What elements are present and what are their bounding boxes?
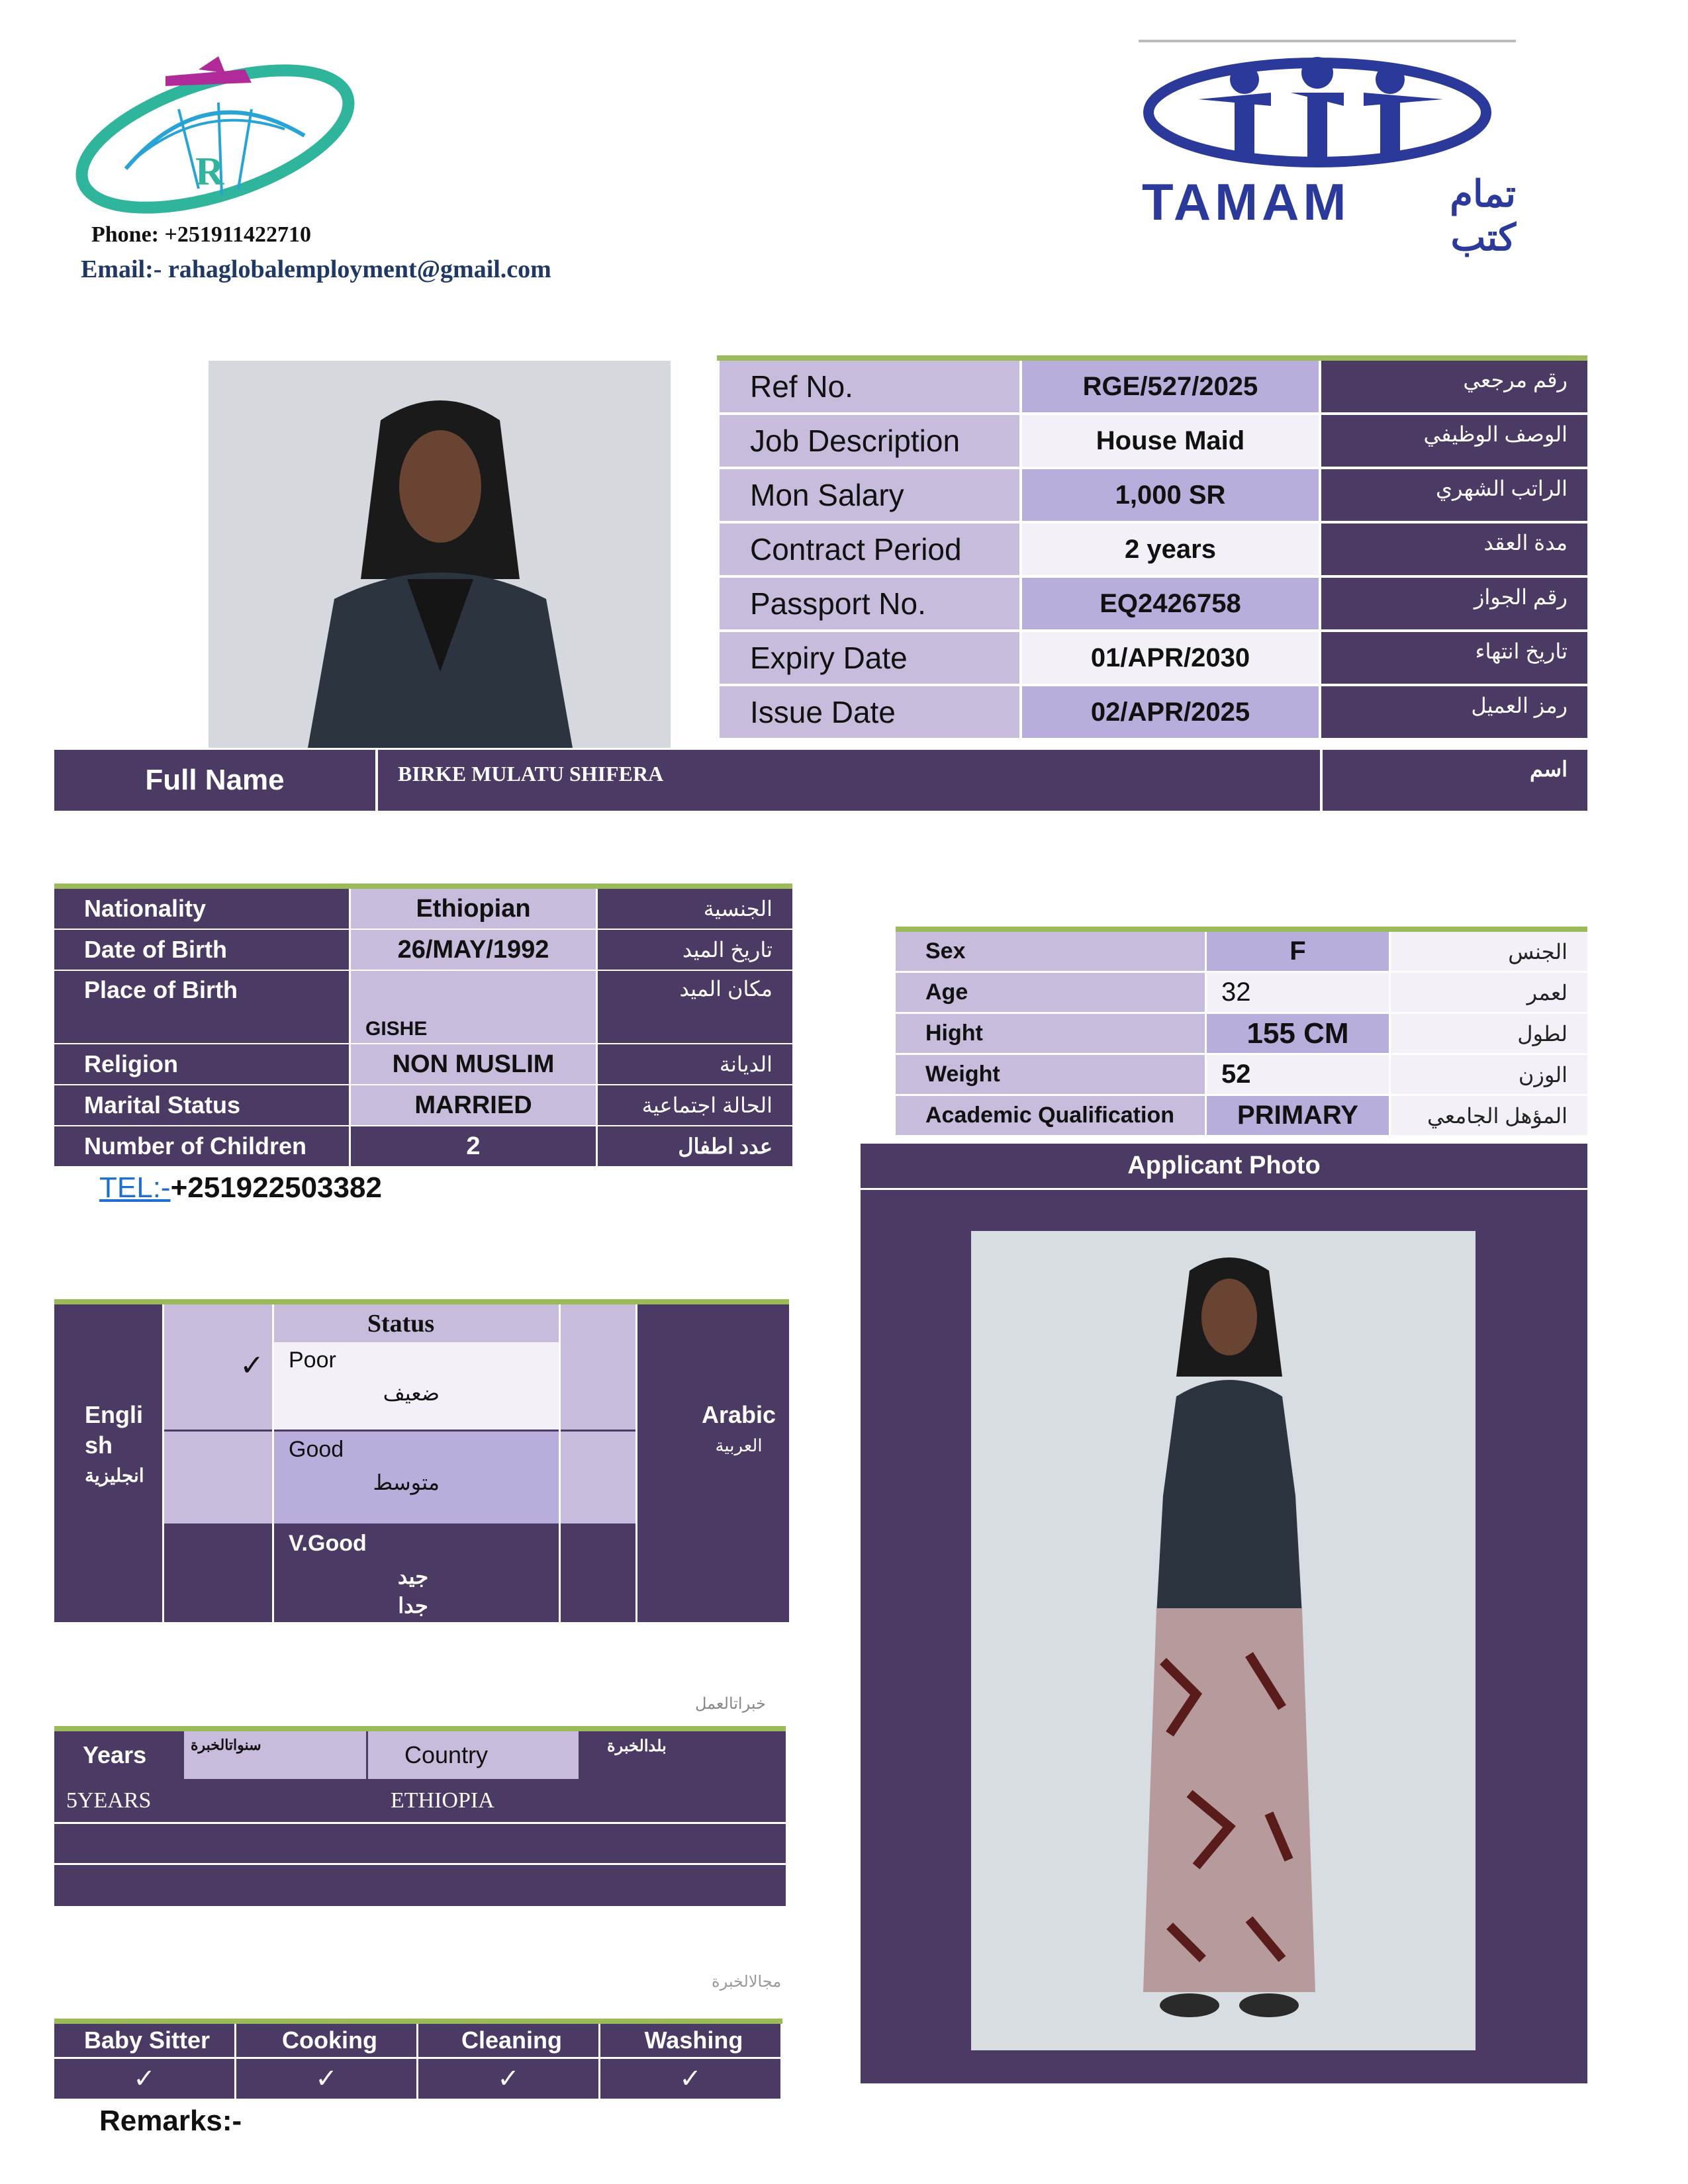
main-row-label: Expiry Date: [720, 632, 1019, 684]
applicant-photo-label: Applicant Photo: [861, 1144, 1587, 1190]
main-row-value: RGE/527/2025: [1022, 361, 1319, 412]
main-row-label: Issue Date: [720, 686, 1019, 738]
check-mark[interactable]: ✓: [164, 1342, 272, 1430]
physical-arabic: لطول: [1391, 1014, 1587, 1053]
physical-label: Hight: [896, 1014, 1205, 1053]
years-arabic: سنواتالخبرة: [184, 1731, 366, 1779]
logo-letter: R: [195, 150, 224, 193]
personal-value: MARRIED: [351, 1085, 596, 1125]
applicant-photo: [971, 1231, 1476, 2050]
personal-arabic: الديانة: [598, 1044, 792, 1084]
main-row-label: Contract Period: [720, 523, 1019, 575]
main-row-value: House Maid: [1022, 415, 1319, 467]
personal-value: Ethiopian: [351, 889, 596, 929]
arabic-arabic: العربية: [715, 1435, 763, 1455]
language-level-en: Good: [289, 1437, 344, 1462]
personal-label: Marital Status: [54, 1085, 349, 1125]
physical-arabic: لعمر: [1391, 973, 1587, 1012]
main-row-label: Job Description: [720, 415, 1019, 467]
country-label: Country: [368, 1731, 579, 1779]
skill-check[interactable]: ✓: [236, 2059, 416, 2099]
personal-arabic: الجنسية: [598, 889, 792, 929]
years-label: Years: [83, 1731, 182, 1779]
physical-value: PRIMARY: [1207, 1096, 1389, 1135]
language-level-ar: ضعيف: [383, 1381, 440, 1405]
main-row-arabic: الوصف الوظيفي: [1321, 415, 1587, 467]
physical-arabic: الجنس: [1391, 932, 1587, 971]
language-level-ar: متوسط: [373, 1471, 440, 1494]
full-name-label: Full Name: [54, 750, 375, 811]
arabic-label: [702, 1400, 776, 1461]
experience-country: ETHIOPIA: [391, 1781, 655, 1821]
physical-arabic: المؤهل الجامعي: [1391, 1096, 1587, 1135]
english-label-text: Engli sh: [85, 1401, 143, 1459]
experience-arabic: خبراتالعمل: [695, 1695, 766, 1713]
personal-arabic: تاريخ الميد: [598, 930, 792, 970]
country-arabic: بلدالخبرة: [581, 1731, 786, 1779]
physical-arabic: الوزن: [1391, 1055, 1587, 1094]
arabic-level-cell[interactable]: [561, 1525, 635, 1618]
main-row-label: Passport No.: [720, 578, 1019, 629]
personal-label: Place of Birth: [54, 971, 349, 1043]
language-level: [274, 1342, 559, 1430]
experience-years: 5YEARS: [66, 1781, 371, 1821]
main-row-arabic: الراتب الشهري: [1321, 469, 1587, 521]
language-level-en: V.Good: [289, 1531, 367, 1556]
skills-arabic: مجالالخبرة: [712, 1973, 782, 1991]
arabic-level-cell[interactable]: [561, 1342, 635, 1430]
personal-arabic: عدد اطفال: [598, 1126, 792, 1166]
personal-arabic: مكان الميد: [598, 971, 792, 1043]
physical-value: 52: [1207, 1055, 1389, 1094]
main-row-value: 1,000 SR: [1022, 469, 1319, 521]
skill-check[interactable]: ✓: [600, 2059, 780, 2099]
personal-value: NON MUSLIM: [351, 1044, 596, 1084]
skill-label: Cleaning: [418, 2024, 598, 2057]
english-arabic: انجليزية: [85, 1465, 144, 1486]
language-level-en: Poor: [289, 1347, 336, 1373]
remarks-label: Remarks:-: [99, 2105, 242, 2137]
check-cell[interactable]: [164, 1525, 272, 1618]
language-level: [274, 1525, 559, 1618]
physical-value: 32: [1207, 973, 1389, 1012]
skill-check[interactable]: ✓: [54, 2059, 234, 2099]
header-phone: Phone: +251911422710: [91, 222, 311, 247]
tamam-text: TAMAM: [1142, 173, 1350, 231]
personal-label: Date of Birth: [54, 930, 349, 970]
tel-line: [99, 1171, 382, 1205]
language-status-header: Status: [164, 1304, 637, 1342]
personal-label: Number of Children: [54, 1126, 349, 1166]
main-row-arabic: رمز العميل: [1321, 686, 1587, 738]
physical-label: Sex: [896, 932, 1205, 971]
physical-label: Weight: [896, 1055, 1205, 1094]
personal-label: Nationality: [54, 889, 349, 929]
personal-value: 26/MAY/1992: [351, 930, 596, 970]
physical-value: 155 CM: [1207, 1014, 1389, 1053]
main-row-arabic: تاريخ انتهاء: [1321, 632, 1587, 684]
main-row-value: EQ2426758: [1022, 578, 1319, 629]
physical-label: Age: [896, 973, 1205, 1012]
header-email: Email:- rahaglobalemployment@gmail.com: [81, 255, 551, 283]
skill-label: Baby Sitter: [54, 2024, 234, 2057]
arabic-label-text: Arabic: [702, 1401, 776, 1428]
language-level-ar: جيد جدا: [397, 1565, 429, 1617]
skill-check[interactable]: ✓: [418, 2059, 598, 2099]
tamam-logo: [1139, 40, 1516, 258]
main-row-value: 02/APR/2025: [1022, 686, 1319, 738]
personal-value: 2: [351, 1126, 596, 1166]
raha-logo: [66, 56, 364, 222]
tel-label[interactable]: TEL:-: [99, 1171, 171, 1204]
personal-arabic: الحالة اجتماعية: [598, 1085, 792, 1125]
physical-value: F: [1207, 932, 1389, 971]
full-name-arabic: اسم: [1321, 750, 1587, 811]
main-row-arabic: مدة العقد: [1321, 523, 1587, 575]
passport-photo: [209, 361, 671, 748]
main-row-arabic: رقم مرجعي: [1321, 361, 1587, 412]
physical-label: Academic Qualification: [896, 1096, 1205, 1135]
personal-value: GISHE: [351, 971, 596, 1043]
main-row-label: Mon Salary: [720, 469, 1019, 521]
tamam-arabic: تمام كتب: [1450, 173, 1516, 258]
skill-label: Cooking: [236, 2024, 416, 2057]
main-row-value: 01/APR/2030: [1022, 632, 1319, 684]
language-level: [274, 1432, 559, 1524]
check-cell[interactable]: [164, 1432, 272, 1524]
personal-label: Religion: [54, 1044, 349, 1084]
tel-value: +251922503382: [170, 1171, 382, 1204]
full-name-value: BIRKE MULATU SHIFERA: [377, 750, 1320, 811]
skill-label: Washing: [600, 2024, 780, 2057]
main-row-arabic: رقم الجواز: [1321, 578, 1587, 629]
arabic-level-cell[interactable]: [561, 1432, 635, 1524]
main-row-value: 2 years: [1022, 523, 1319, 575]
main-row-label: Ref No.: [720, 361, 1019, 412]
english-label: [85, 1400, 158, 1491]
